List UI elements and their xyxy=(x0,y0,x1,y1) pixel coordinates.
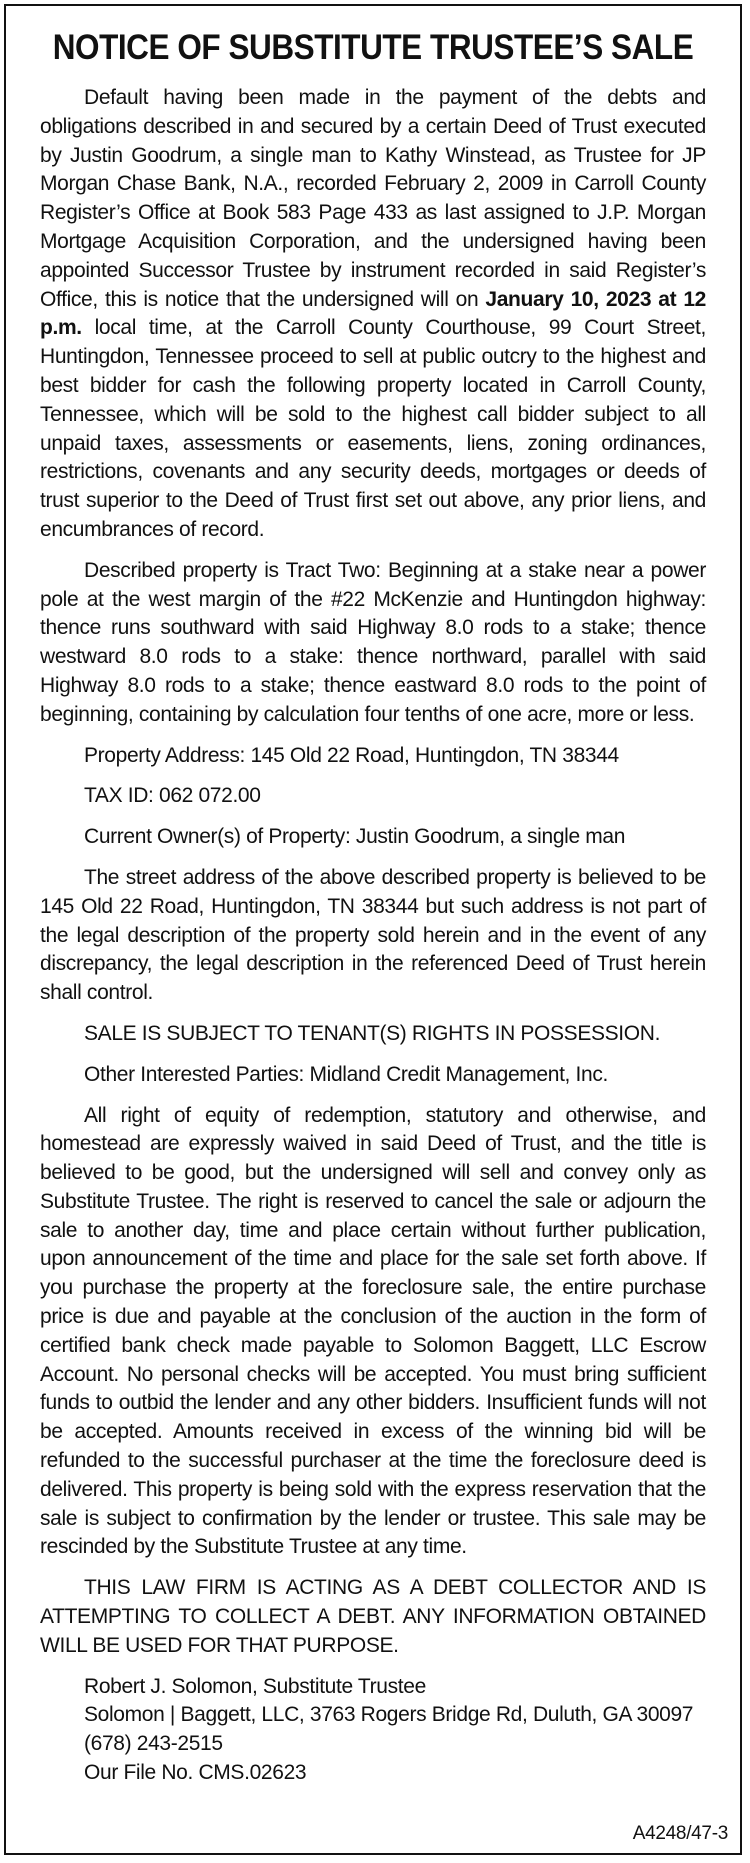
debt-collector-disclaimer: THIS LAW FIRM IS ACTING AS A DEBT COLLECTOR AND IS ATTEMPTING TO COLLECT A DEBT. ANY INFORMATION OBTAINED WILL BE USED FOR THAT PURPOSE. xyxy=(40,1576,706,1657)
current-owner: Current Owner(s) of Property: Justin Goodrum, a single man xyxy=(84,825,626,849)
sale-date-time: January 10, 2023 at 12 p.m. xyxy=(40,287,706,340)
law-firm-address: Solomon | Baggett, LLC, 3763 Rogers Bridge Rd, Duluth, GA 30097 xyxy=(84,1703,694,1727)
street-address-paragraph: The street address of the above described property is believed to be 145 Old 22 Road, Huntingdon, TN 38344 but such address is not part of the legal description of the property sold herein and in the event of any discrepancy, the legal description in the referenced Deed of Trust herein shall control. xyxy=(40,865,706,1005)
notice-title: NOTICE OF SUBSTITUTE TRUSTEE’S SALE xyxy=(52,28,694,67)
notice-body xyxy=(40,84,706,1788)
redemption-terms-paragraph: All right of equity of redemption, statutory and otherwise, and homestead are expressly waived in said Deed of Trust, and the title is believed to be good, but the undersigned will sell and convey only as Substitute Trustee. The right is reserved to cancel the sale or adjourn the sale to another day, time and place certain without further publication, upon announcement of the time and place for the sale set forth above. If you purchase the property at the foreclosure sale, the entire purchase price is due and payable at the conclusion of the auction in the form of certified bank check made payable to Solomon Baggett, LLC Escrow Account. No personal checks will be accepted. You must bring sufficient funds to outbid the lender and any other bidders. Insufficient funds will not be accepted. Amounts received in excess of the winning bid will be refunded to the successful purchaser at the time the foreclosure deed is delivered. This property is being sold with the express reservation that the sale is subject to confirmation by the lender or trustee. This sale may be rescinded by the Substitute Trustee at any time. xyxy=(40,1103,706,1559)
other-interested-parties: Other Interested Parties: Midland Credit Management, Inc. xyxy=(84,1062,608,1086)
default-text: Default having been made in the payment of the debts and obligations described in and secured by a certain Deed of Trust executed by Justin Goodrum, a single man to Kathy Winstead, as Trustee for JP Morgan Chase Bank, N.A., recorded February 2, 2009 in Carroll County Register’s Office at Book 583 Page 433 as last assigned to J.P. Morgan Mortgage Acquisition Corporation, and the undersigned having been appointed Successor Trustee by instrument recorded in said Register’s Office, this is notice that the undersigned will on xyxy=(40,86,706,311)
default-paragraph xyxy=(40,84,706,545)
tenant-rights-statement: SALE IS SUBJECT TO TENANT(S) RIGHTS IN POSSESSION. xyxy=(84,1021,661,1045)
signature-block xyxy=(40,1673,706,1788)
tax-id: TAX ID: 062 072.00 xyxy=(84,784,261,808)
ad-reference-code: A4248/47-3 xyxy=(632,1823,728,1844)
sale-details-text: local time, at the Carroll County Courthouse, 99 Court Street, Huntingdon, Tennessee proceed to sell at public outcry to the highest and best bidder for cash the following property located in Carroll County, Tennessee, which will be sold to the highest call bidder subject to all unpaid taxes, assessments or easements, liens, zoning ordinances, restrictions, covenants and any security deeds, mortgages or deeds of trust superior to the Deed of Trust first set out above, any prior liens, and encumbrances of record. xyxy=(40,316,706,541)
trustee-name: Robert J. Solomon, Substitute Trustee xyxy=(84,1674,426,1698)
property-description: Described property is Tract Two: Beginning at a stake near a power pole at the west margin of the #22 McKenzie and Huntingdon highway: thence runs southward with said Highway 8.0 rods to a stake; thence westward 8.0 rods to a stake: thence northward, parallel with said Highway 8.0 rods to a stake; thence eastward 8.0 rods to the point of beginning, containing by calculation four tenths of one acre, more or less. xyxy=(40,558,706,726)
file-number: Our File No. CMS.02623 xyxy=(84,1761,307,1785)
legal-notice xyxy=(4,4,742,1855)
phone-number: (678) 243-2515 xyxy=(84,1732,223,1756)
property-address: Property Address: 145 Old 22 Road, Huntingdon, TN 38344 xyxy=(84,743,619,767)
